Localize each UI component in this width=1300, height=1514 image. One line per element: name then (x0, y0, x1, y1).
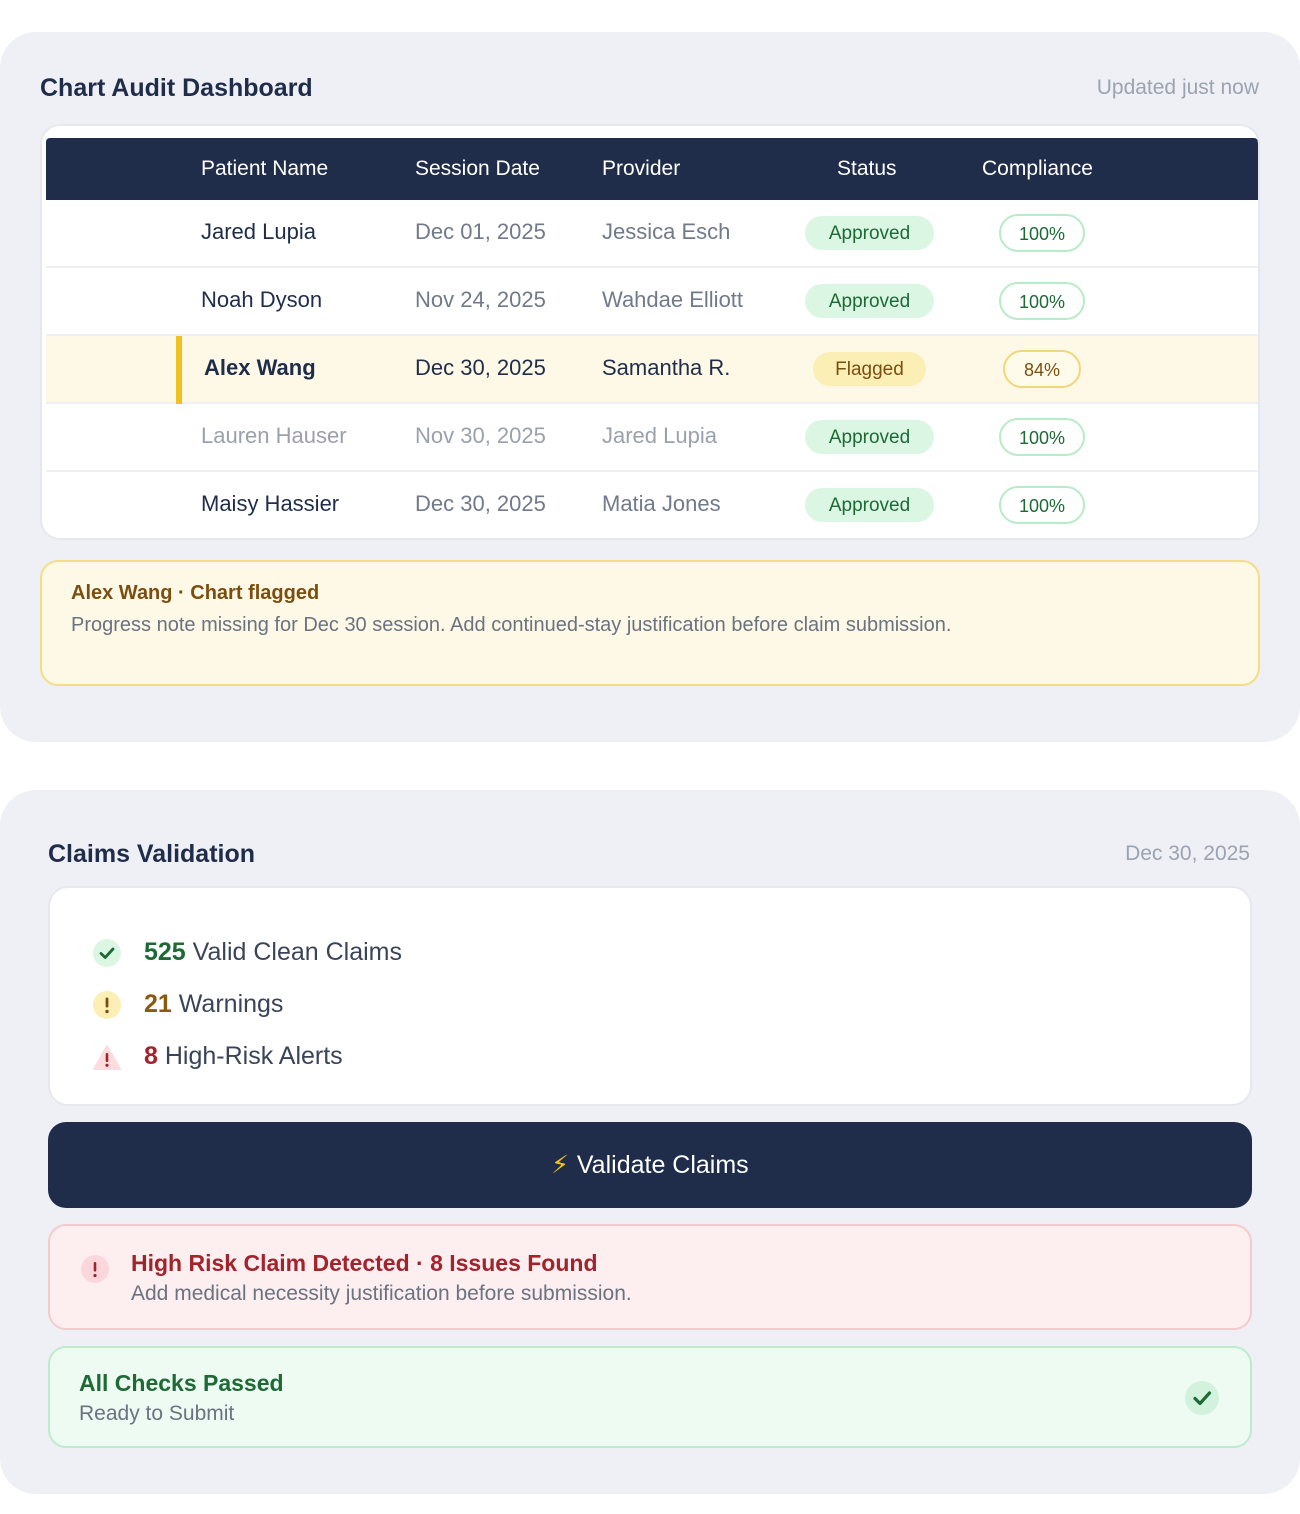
status-badge: Flagged (813, 352, 926, 386)
provider-name: Jessica Esch (602, 219, 731, 244)
checks-passed-card (48, 1346, 1252, 1448)
table-row[interactable] (46, 268, 1258, 336)
validate-button-label: Validate Claims (576, 1151, 749, 1179)
warnings-count: 21 (144, 990, 172, 1018)
column-header-date[interactable]: Session Date (415, 157, 540, 180)
panel-title: Claims Validation (48, 840, 256, 868)
warnings-label: Warnings (178, 990, 284, 1018)
warning-circle-icon (92, 990, 122, 1020)
claims-summary-card (48, 886, 1252, 1106)
provider-name: Jared Lupia (602, 423, 717, 448)
lightning-icon: ⚡ (551, 1151, 569, 1179)
column-header-status[interactable]: Status (837, 157, 897, 180)
summary-text (144, 986, 283, 1022)
compliance-badge: 100% (999, 418, 1085, 456)
claims-date: Dec 30, 2025 (1125, 842, 1250, 865)
patient-name: Lauren Hauser (201, 423, 347, 448)
table-row-flagged[interactable] (46, 336, 1258, 404)
table-row[interactable] (46, 200, 1258, 268)
compliance-badge: 100% (999, 282, 1085, 320)
alert-circle-icon (80, 1254, 110, 1284)
check-circle-icon (1184, 1380, 1220, 1416)
summary-text (144, 934, 402, 970)
high-risk-count: 8 (144, 1042, 158, 1070)
column-header-provider[interactable]: Provider (602, 157, 681, 180)
session-date: Nov 30, 2025 (415, 423, 546, 448)
provider-name: Matia Jones (602, 491, 721, 516)
status-badge: Approved (805, 420, 934, 454)
flag-indicator-bar (176, 336, 182, 404)
claims-validation-panel (0, 790, 1300, 1494)
compliance-badge: 100% (999, 214, 1085, 252)
flag-note-body: Progress note missing for Dec 30 session. Add continued-stay justification before claim submission. (71, 614, 952, 636)
updated-timestamp: Updated just now (1096, 76, 1259, 99)
pass-title: All Checks Passed (79, 1370, 284, 1396)
patient-name: Maisy Hassier (201, 491, 340, 516)
status-badge: Approved (805, 284, 934, 318)
provider-name: Samantha R. (602, 355, 731, 380)
chart-audit-panel (0, 32, 1300, 742)
table-row[interactable] (46, 472, 1258, 540)
patient-name: Alex Wang (204, 355, 316, 380)
validate-claims-button[interactable] (48, 1122, 1252, 1208)
provider-name: Wahdae Elliott (602, 287, 744, 312)
audit-table (40, 124, 1260, 540)
summary-text (144, 1038, 343, 1074)
alert-triangle-icon (92, 1042, 122, 1072)
compliance-badge: 84% (1003, 350, 1081, 388)
session-date: Dec 01, 2025 (415, 219, 546, 244)
column-header-patient[interactable]: Patient Name (201, 157, 329, 180)
risk-alert-title: High Risk Claim Detected · 8 Issues Found (131, 1250, 598, 1276)
patient-name: Noah Dyson (201, 287, 323, 312)
flag-note-title: Alex Wang · Chart flagged (71, 582, 320, 604)
high-risk-label: High-Risk Alerts (164, 1042, 343, 1070)
check-circle-icon (92, 938, 122, 968)
session-date: Dec 30, 2025 (415, 355, 546, 380)
patient-name: Jared Lupia (201, 219, 316, 244)
risk-alert-body: Add medical necessity justification before submission. (131, 1282, 632, 1305)
session-date: Dec 30, 2025 (415, 491, 546, 516)
table-header (46, 138, 1258, 200)
column-header-compliance[interactable]: Compliance (982, 157, 1093, 180)
table-row[interactable] (46, 404, 1258, 472)
flag-note-callout (40, 560, 1260, 686)
high-risk-alert-card (48, 1224, 1252, 1330)
valid-label: Valid Clean Claims (192, 938, 403, 966)
valid-count: 525 (144, 938, 186, 966)
session-date: Nov 24, 2025 (415, 287, 546, 312)
compliance-badge: 100% (999, 486, 1085, 524)
pass-body: Ready to Submit (79, 1402, 235, 1425)
status-badge: Approved (805, 216, 934, 250)
status-badge: Approved (805, 488, 934, 522)
panel-title: Chart Audit Dashboard (40, 74, 313, 102)
